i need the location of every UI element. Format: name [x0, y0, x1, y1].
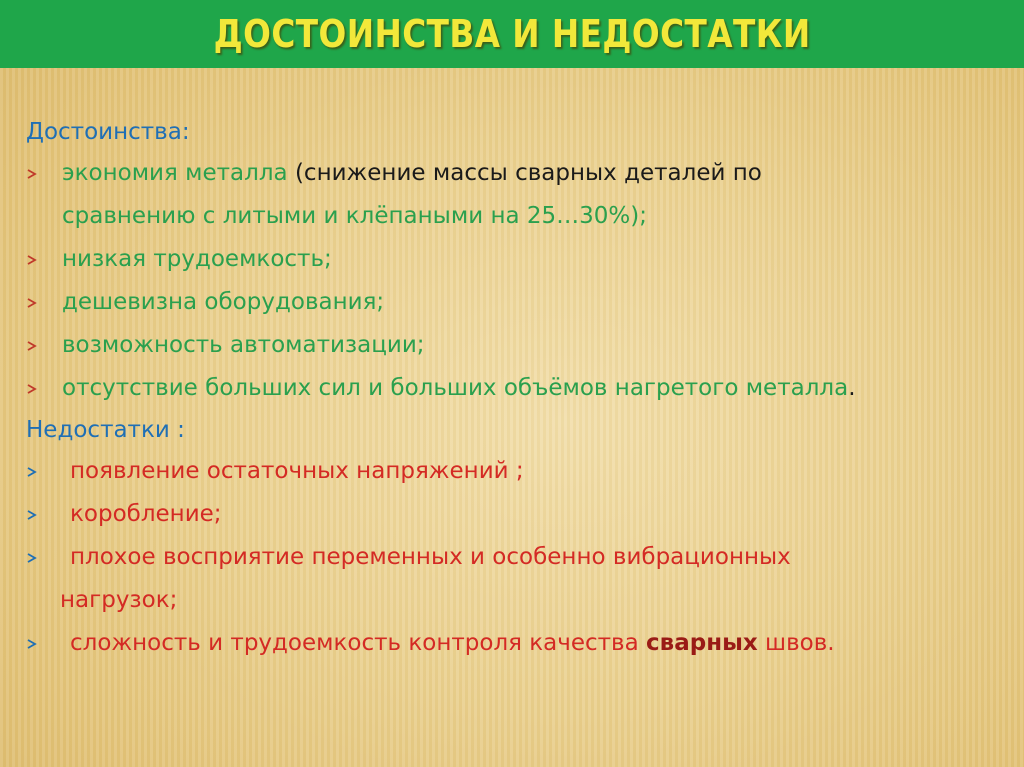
slide-title: ДОСТОИНСТВА И НЕДОСТАТКИ	[213, 12, 811, 56]
chevron-right-icon	[26, 324, 50, 367]
advantage-text-detail-2: сравнению с литыми и клёпаными на 25…30%);	[62, 203, 648, 229]
chevron-right-icon	[26, 238, 50, 281]
disadvantage-text-continuation: нагрузок;	[60, 587, 178, 613]
header-bar	[0, 0, 1024, 68]
disadvantage-text: плохое восприятие переменных и особенно вибрационных	[70, 544, 791, 570]
disadvantage-text-tail: швов.	[757, 630, 835, 656]
disadvantages-heading-suffix: :	[169, 417, 185, 443]
chevron-right-icon	[26, 493, 50, 536]
advantage-text: низкая трудоемкость;	[62, 246, 332, 272]
advantage-item	[26, 238, 1016, 281]
advantage-text: дешевизна оборудования;	[62, 289, 385, 315]
advantage-text-detail: (снижение массы сварных деталей по	[294, 160, 762, 186]
chevron-right-icon	[26, 450, 50, 493]
disadvantages-heading-label: Недостатки	[26, 417, 170, 443]
advantage-text: экономия металла	[62, 160, 295, 186]
advantage-item-continuation	[26, 195, 1016, 238]
disadvantage-item	[26, 622, 1016, 665]
slide-content	[26, 112, 1016, 665]
chevron-right-icon	[26, 281, 50, 324]
disadvantages-heading	[26, 410, 1016, 450]
disadvantage-text-bold: сварных	[646, 630, 758, 656]
advantage-text-period: .	[848, 375, 856, 401]
disadvantage-item	[26, 493, 1016, 536]
advantage-item	[26, 281, 1016, 324]
disadvantage-text: коробление;	[70, 501, 222, 527]
chevron-right-icon	[26, 622, 50, 665]
advantages-heading: Достоинства:	[26, 119, 190, 145]
chevron-right-icon	[26, 536, 50, 579]
disadvantage-item-continuation	[26, 579, 1016, 622]
advantage-text: отсутствие больших сил и больших объёмов нагретого металла	[62, 375, 849, 401]
advantage-text: возможность автоматизации;	[62, 332, 425, 358]
chevron-right-icon	[26, 367, 50, 410]
disadvantage-item	[26, 536, 1016, 579]
chevron-right-icon	[26, 152, 50, 195]
advantage-item	[26, 324, 1016, 367]
disadvantage-text: появление остаточных напряжений ;	[70, 458, 524, 484]
advantage-item	[26, 152, 1016, 195]
disadvantage-item	[26, 450, 1016, 493]
disadvantage-text: сложность и трудоемкость контроля качества	[70, 630, 647, 656]
advantage-item	[26, 367, 1016, 410]
